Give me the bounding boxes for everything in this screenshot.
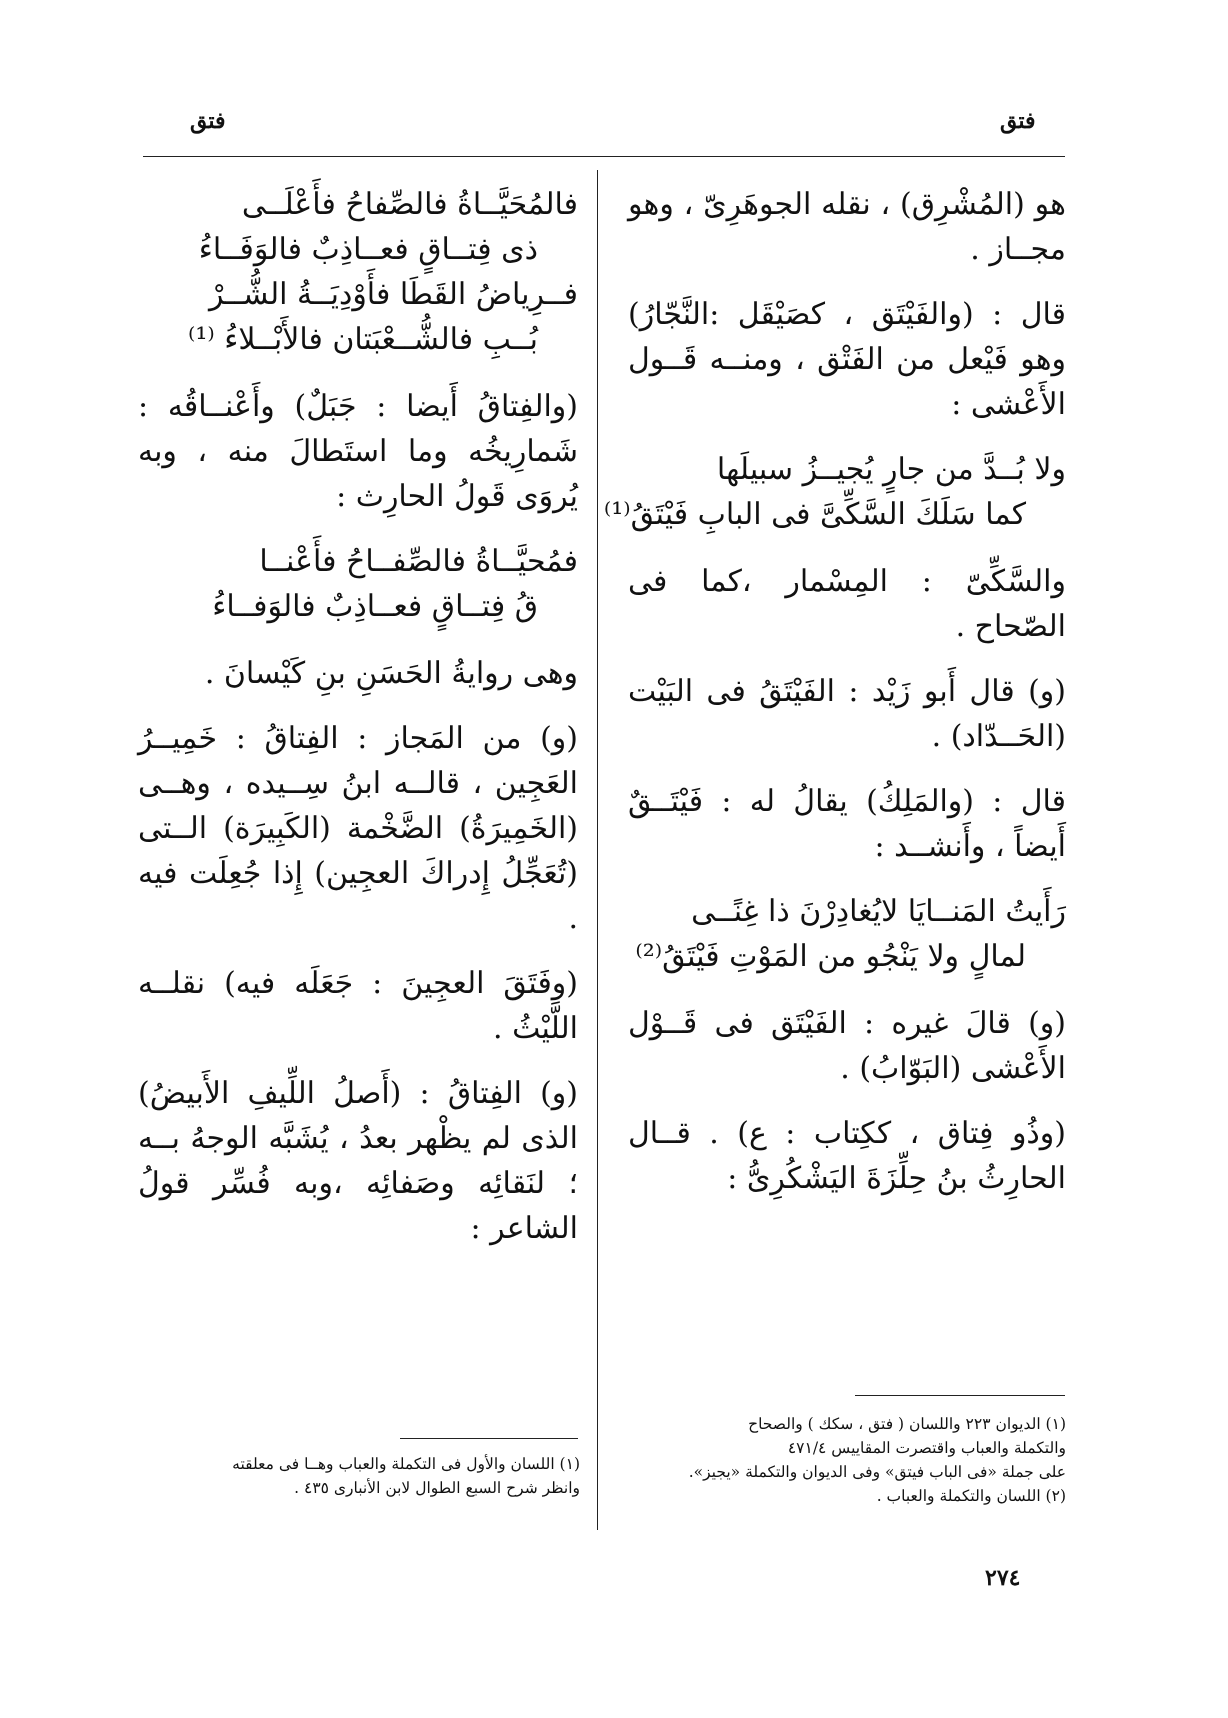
verse-line: ولا بُــدَّ من جارٍ يُجيــزُ سبيلَها — [716, 452, 1066, 487]
verse — [603, 447, 1066, 537]
verse-line: كما سَلَكَ السَّكِّىَّ فى البابِ فَيْتَقُ⁽¹⁾ — [603, 497, 1026, 532]
verse-line: بُــبِ فالشُّــعْبَتان فالأَبْــلاءُ ⁽¹⁾ — [187, 322, 538, 357]
verse-line: لمالٍ ولا يَنْجُو من المَوْتِ فَيْتَقُ⁽²⁾ — [635, 939, 1026, 974]
page-number: ٢٧٤ — [985, 1565, 1021, 1591]
paragraph: قال : (والفَيْتَق ، كصَيْقَل :النَّجّارُ) وهو فَيْعل من الفَتْق ، ومنــه قَــول الأَعْشى : — [628, 297, 1066, 422]
footnote-line: (١) الديوان ٢٢٣ واللسان ( فتق ، سكك ) والصحاح — [748, 1415, 1066, 1433]
paragraph: (وذُو فِتاق ، ككِتاب : ع) . قــال الحارِثُ بنُ حِلِّزَةَ اليَشْكُرِىُّ : — [628, 1116, 1066, 1196]
verse — [628, 889, 1066, 979]
footnote-rule-right — [855, 1395, 1065, 1396]
running-header-left: فتق — [190, 108, 226, 134]
footnote-line: (١) اللسان والأول فى التكملة والعباب وهــا فى معلقته — [232, 1455, 580, 1473]
paragraph: قال : (والمَلِكُ) يقالُ له : فَيْتَــقٌ أَيضاً ، وأَنشــد : — [628, 784, 1066, 864]
paragraph: (و) قال أَبو زَيْد : الفَيْتَقُ فى البَيْت (الحَــدّاد) . — [628, 674, 1066, 754]
footnote-line: على جملة «فى الباب فيتق» وفى الديوان والتكملة «يجيز». — [688, 1463, 1066, 1481]
footnote-line: والتكملة والعباب واقتصرت المقاييس ٤٧١/٤ — [787, 1439, 1066, 1457]
right-column — [603, 182, 1066, 1221]
paragraph: هو (المُشْرِق) ، نقله الجوهَرِىّ ، وهو مجــاز . — [628, 187, 1066, 267]
verse — [138, 539, 578, 629]
verse — [138, 182, 578, 362]
footnotes-left — [120, 1452, 580, 1500]
footnote-rule-left — [400, 1438, 578, 1439]
verse-line: فالمُحَيَّــاةُ فالصِّفاحُ فأَعْلَــى — [241, 187, 578, 222]
header-rule — [143, 156, 1065, 157]
footnote-line: (٢) اللسان والتكملة والعباب . — [876, 1487, 1066, 1505]
verse-line: قُ فِتــاقٍ فعــاذِبٌ فالوَفــاءُ — [212, 589, 538, 624]
verse-line: فمُحيَّــاةُ فالصِّفــاحُ فأَعْنــا — [259, 544, 578, 579]
paragraph: (و) من المَجاز : الفِتاقُ : خَمِيــرُ العَجِين ، قالــه ابنُ سِــيده ، وهــى (الخَمِيرَةُ) الضَّخْمة (الكَبِيرَة) الــتى (تُعَجِّلُ إِدراكَ العجِين) إِذا جُعِلَت فيه . — [138, 721, 578, 936]
paragraph: (و) قالَ غيره : الفَيْتَق فى قَــوْل الأَعْشى (البَوّابُ) . — [628, 1006, 1066, 1086]
footnotes-right — [610, 1412, 1066, 1508]
left-column — [138, 182, 578, 1271]
paragraph: (و) الفِتاقُ : (أَصلُ اللِّيفِ الأَبيضُ) الذى لم يظْهر بعدُ ، يُشَبَّه الوجهُ بــه ؛ لنَقائِه وصَفائِه ،وبه فُسِّر قولُ الشاعر : — [138, 1076, 578, 1246]
paragraph: وهى روايةُ الحَسَنِ بنِ كَيْسانَ . — [204, 656, 578, 691]
paragraph: والسَّكِّىّ : المِسْمار ،كما فى الصّحاح . — [628, 564, 1066, 644]
column-divider — [597, 170, 598, 1530]
footnote-line: وانظر شرح السبع الطوال لابن الأنبارى ٤٣٥ . — [294, 1479, 580, 1497]
verse-line: رَأَيتُ المَنــايَا لايُغادِرْنَ ذا غِنًــى — [691, 894, 1066, 929]
verse-line: فــرِياضُ القَطَا فأَوْدِيَــةُ الشُّــرْ — [209, 277, 578, 312]
running-header-right: فتق — [1000, 108, 1036, 134]
verse-line: ذى فِتــاقٍ فعــاذِبٌ فالوَفَــاءُ — [198, 232, 538, 267]
paragraph: (وفَتَقَ العجِينَ : جَعَلَه فيه) نقلــه اللَّيْثُ . — [138, 966, 578, 1046]
paragraph: (والفِتاقُ أَيضا : جَبَلٌ) وأَعْنــاقُه : شَمارِيخُه وما استَطالَ منه ، وبه يُروَى قَولُ الحارِث : — [138, 389, 578, 514]
